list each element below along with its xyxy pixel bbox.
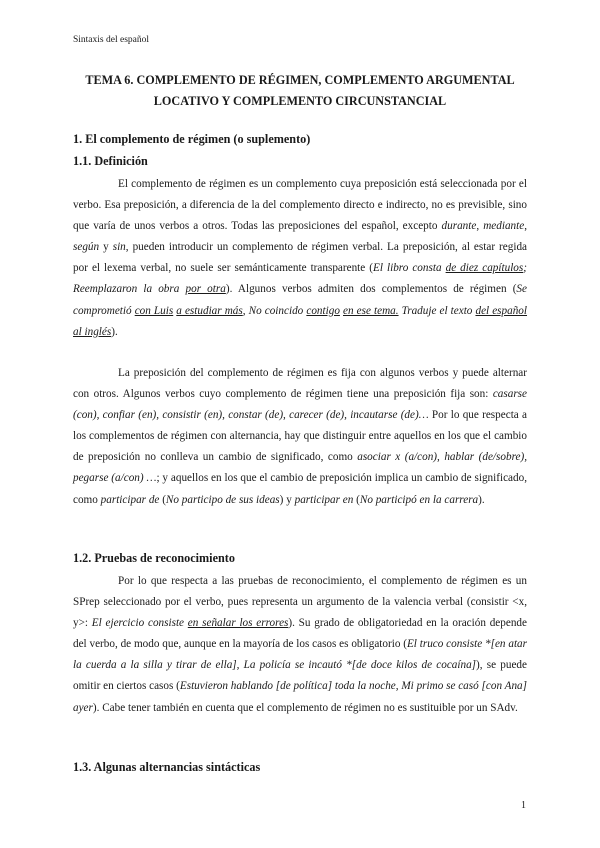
page-number: 1 (521, 800, 526, 811)
paragraph-fixed-preposition: La preposición del complemento de régimen es fija con algunos verbos y puede alternar con otros. Algunos verbos cuyo complemento de régimen tiene una preposición fija son: casarse (con), confiar (en), consistir (en), constar (de), carecer (de), incautarse (de)… Por lo que respecta a los complementos de régimen con alternancia, hay que distinguir entre aquellos en los que el cambio de preposición no conlleva un cambio de significado, como asociar x (a/con), hablar (de/sobre), pegarse (a/con) …; y aquellos en los que el cambio de preposición implica un cambio de significado, como participar de (No participo de sus ideas) y participar en (No participó en la carrera). (73, 367, 527, 506)
section-heading-1-2: 1.2. Pruebas de reconocimiento (73, 551, 235, 565)
section-heading-1: 1. El complemento de régimen (o suplemento) (73, 132, 311, 146)
title-line-2: LOCATIVO Y COMPLEMENTO CIRCUNSTANCIAL (153, 94, 447, 108)
document-title (73, 70, 527, 112)
section-heading-1-1: 1.1. Definición (73, 154, 148, 168)
running-header: Sintaxis del español (73, 35, 149, 45)
paragraph-definition: El complemento de régimen es un complemento cuya preposición está seleccionada por el verbo. Esa preposición, a diferencia de la del complemento directo e indirecto, no es previsible, sino que varía de unos verbos a otros. Todas las preposiciones del español, excepto durante, mediante, según y sin, pueden introducir un complemento de régimen verbal. La preposición, al estar regida por el lexema verbal, no suele ser semánticamente transparente (El libro consta de diez capítulos; Reemplazaron la obra por otra). Algunos verbos admiten dos complementos de régimen (Se comprometió con Luis a estudiar más, No coincido contigo en ese tema. Traduje el texto del español al inglés). (73, 178, 528, 338)
paragraph-recognition-tests: Por lo que respecta a las pruebas de reconocimiento, el complemento de régimen es un SPrep seleccionado por el verbo, pues representa un argumento de la valencia verbal (consistir <x, y>: El ejercicio consiste en señalar los errores). Su grado de obligatoriedad en la oración depende del verbo, de modo que, aunque en la mayoría de los casos es obligatorio (El truco consiste *[en atar la cuerda a la silla y tirar de ella], La policía se incautó *[de doce kilos de cocaína]), se puede omitir en ciertos casos (Estuvieron hablando [de política] toda la noche, Mi primo se casó [con Ana] ayer). Cabe tener también en cuenta que el complemento de régimen no es sustituible por un SAdv. (73, 575, 528, 714)
section-heading-1-3: 1.3. Algunas alternancias sintácticas (73, 760, 261, 774)
title-line-1: TEMA 6. COMPLEMENTO DE RÉGIMEN, COMPLEMENTO ARGUMENTAL (85, 73, 515, 87)
